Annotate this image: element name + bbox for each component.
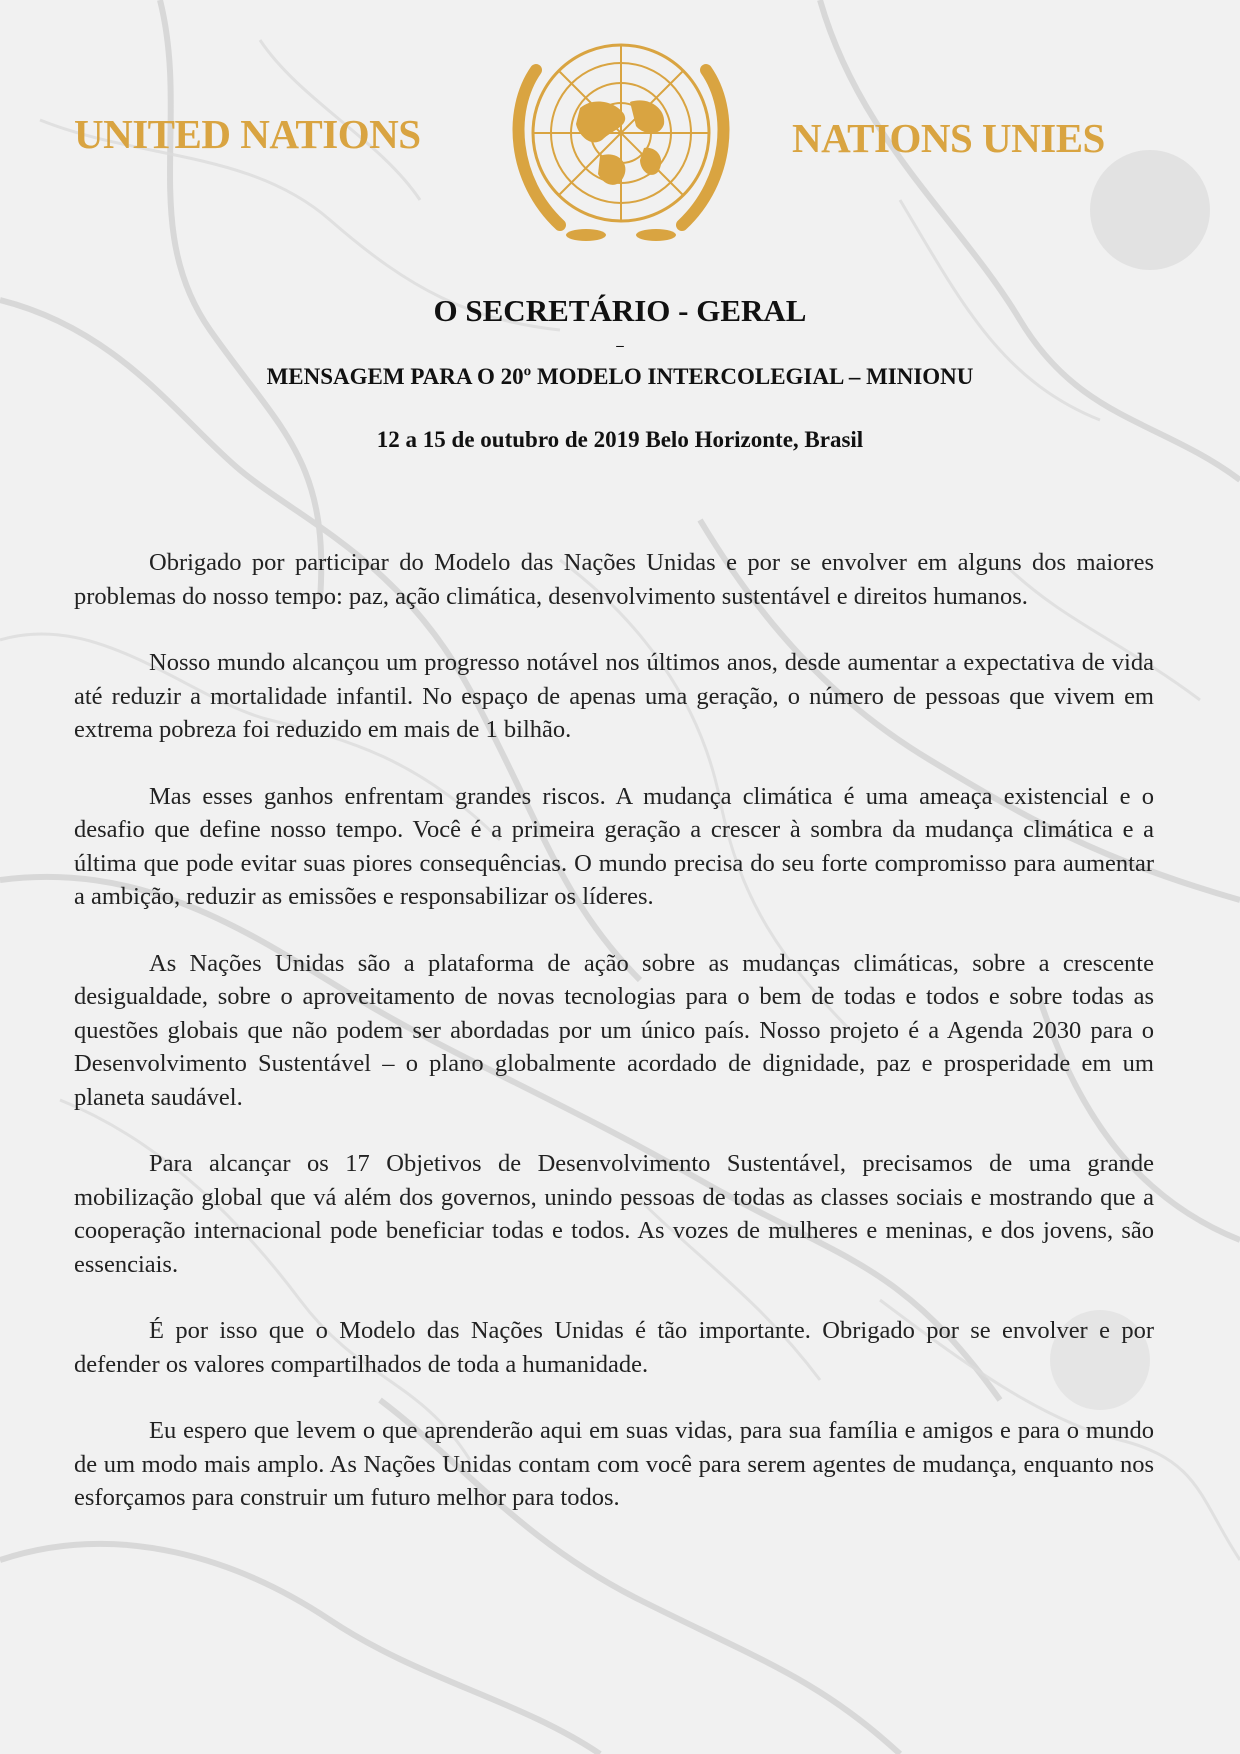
org-name-french: NATIONS UNIES (792, 115, 1105, 161)
date-place: 12 a 15 de outubro de 2019 Belo Horizonte, Brasil (376, 427, 864, 452)
paragraph: É por isso que o Modelo das Nações Unidas é tão importante. Obrigado por se envolver e por defender os valores compartilhados de toda a humanidade. (74, 1317, 1154, 1378)
paragraph: As Nações Unidas são a plataforma de ação sobre as mudanças climáticas, sobre a crescente desigualdade, sobre o aproveitamento de novas tecnologias para o bem de todas e todos e sobre todas as questões globais que não podem ser abordadas por um único país. Nosso projeto é a Agenda 2030 para o Desenvolvimento Sustentável – o plano globalmente acordado de dignidade, paz e prosperidade em um planeta saudável. (74, 949, 1154, 1111)
title-dash: – (616, 338, 624, 354)
un-emblem-icon (490, 30, 752, 245)
paragraph: Para alcançar os 17 Objetivos de Desenvolvimento Sustentável, precisamos de uma grande mobilização global que vá além dos governos, unindo pessoas de todas as classes sociais e mostrando que a cooperação internacional pode beneficiar todas e todos. As vozes de mulheres e meninas, e dos jovens, são essenciais. (74, 1150, 1154, 1278)
paragraph: Obrigado por participar do Modelo das Nações Unidas e por se envolver em alguns dos maiores problemas do nosso tempo: paz, ação climática, desenvolvimento sustentável e direitos humanos. (74, 549, 1154, 610)
paragraph: Mas esses ganhos enfrentam grandes riscos. A mudança climática é uma ameaça existencial e o desafio que define nosso tempo. Você é a primeira geração a crescer à sombra da mudança climática e a última que pode evitar suas piores consequências. O mundo precisa do seu forte compromisso para aumentar a ambição, reduzir as emissões e responsabilizar os líderes. (74, 782, 1154, 910)
office-title: O SECRETÁRIO - GERAL (433, 293, 807, 328)
paragraph: Eu espero que levem o que aprenderão aqui em suas vidas, para sua família e amigos e para o mundo de um modo mais amplo. As Nações Unidas contam com você para serem agentes de mudança, enquanto nos esforçamos para construir um futuro melhor para todos. (74, 1417, 1154, 1511)
message-title: MENSAGEM PARA O 20º MODELO INTERCOLEGIAL – MINIONU (266, 364, 974, 389)
message-body (74, 546, 1154, 1548)
org-name-english: UNITED NATIONS (74, 111, 421, 157)
paragraph: Nosso mundo alcançou um progresso notável nos últimos anos, desde aumentar a expectativa de vida até reduzir a mortalidade infantil. No espaço de apenas uma geração, o número de pessoas que vivem em extrema pobreza foi reduzido em mais de 1 bilhão. (74, 649, 1154, 743)
